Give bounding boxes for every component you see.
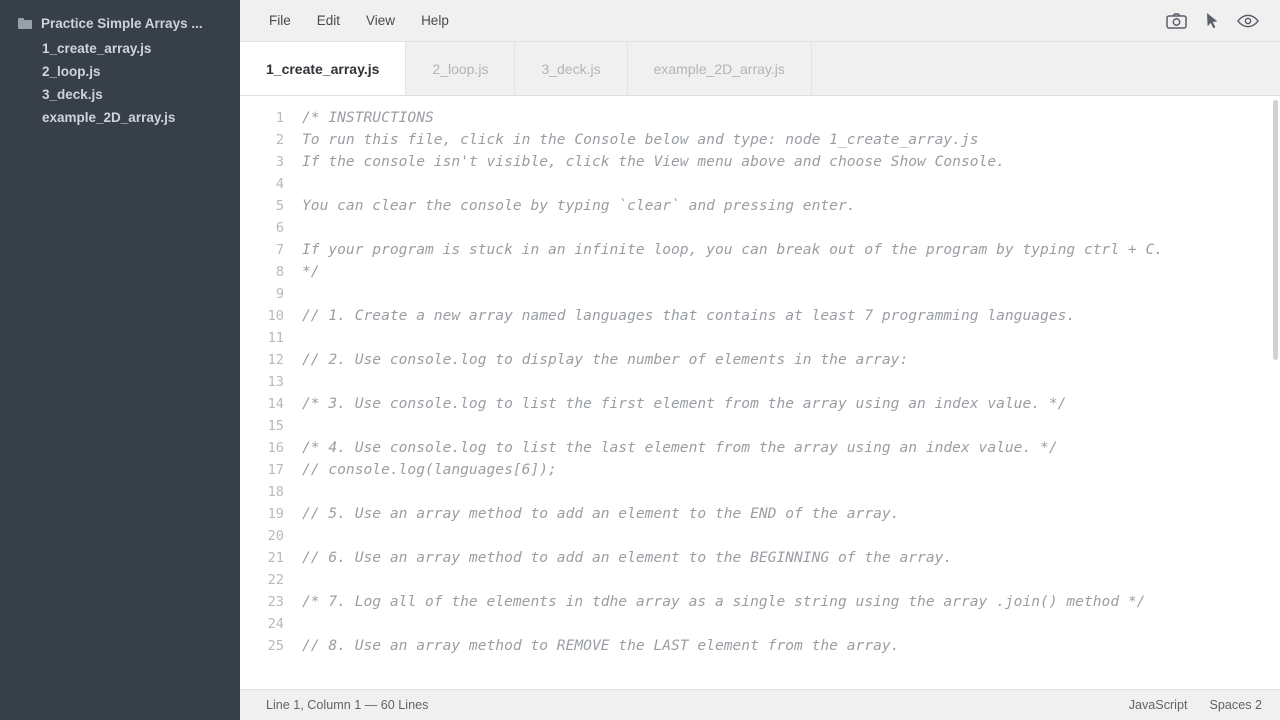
line-number: 8: [275, 264, 284, 280]
tab-3-deck[interactable]: 3_deck.js: [515, 42, 627, 95]
line-number: 1: [275, 110, 284, 126]
menubar: [240, 0, 1280, 42]
project-name: Practice Simple Arrays ...: [41, 16, 203, 31]
line-number: 21: [267, 550, 284, 566]
folder-icon: [18, 18, 32, 29]
code-line: To run this file, click in the Console below and type: node 1_create_array.js: [302, 131, 979, 148]
statusbar: [240, 689, 1280, 720]
line-number: 16: [267, 440, 284, 456]
line-number: 11: [267, 330, 284, 346]
line-number: 3: [275, 154, 284, 170]
code-line: /* 4. Use console.log to list the last element from the array using an index value. */: [302, 439, 1058, 456]
line-number-gutter: [240, 96, 294, 689]
line-number: 10: [267, 308, 284, 324]
project-row[interactable]: [0, 12, 240, 37]
code-line: // console.log(languages[6]);: [302, 461, 557, 478]
menu-file[interactable]: File: [269, 13, 291, 28]
line-number: 25: [267, 638, 284, 654]
code-line: [302, 569, 1240, 591]
code-line: */: [302, 263, 320, 280]
code-line: [302, 327, 1240, 349]
indentation-setting[interactable]: Spaces 2: [1209, 698, 1262, 712]
code-line: // 8. Use an array method to REMOVE the LAST element from the array.: [302, 637, 900, 654]
code-line: // 2. Use console.log to display the number of elements in the array:: [302, 351, 909, 368]
line-number: 12: [267, 352, 284, 368]
line-number: 15: [267, 418, 284, 434]
line-number: 7: [275, 242, 284, 258]
line-number: 19: [267, 506, 284, 522]
cursor-icon[interactable]: [1194, 6, 1230, 36]
sidebar-item-2-loop[interactable]: 2_loop.js: [42, 64, 101, 79]
menu-help[interactable]: Help: [421, 13, 449, 28]
code-line: If the console isn't visible, click the View menu above and choose Show Console.: [302, 153, 1005, 170]
sidebar-item-1-create-array[interactable]: 1_create_array.js: [42, 41, 152, 56]
code-line: /* 3. Use console.log to list the first element from the array using an index value. */: [302, 395, 1067, 412]
code-line: // 1. Create a new array named languages that contains at least 7 programming languages.: [302, 307, 1076, 324]
main-area: [240, 0, 1280, 720]
line-number: 20: [267, 528, 284, 544]
code-content[interactable]: [294, 96, 1280, 689]
sidebar-item-3-deck[interactable]: 3_deck.js: [42, 87, 103, 102]
code-line: [302, 217, 1240, 239]
line-number: 24: [267, 616, 284, 632]
code-line: [302, 371, 1240, 393]
tabbar: [240, 42, 1280, 96]
line-number: 22: [267, 572, 284, 588]
line-number: 18: [267, 484, 284, 500]
code-line: // 6. Use an array method to add an element to the BEGINNING of the array.: [302, 549, 953, 566]
sidebar: [0, 0, 240, 720]
code-line: /* INSTRUCTIONS: [302, 109, 434, 126]
language-mode[interactable]: JavaScript: [1128, 698, 1188, 712]
tab-1-create-array[interactable]: 1_create_array.js: [240, 42, 406, 95]
editor-scrollbar-thumb[interactable]: [1273, 100, 1278, 360]
line-number: 5: [275, 198, 284, 214]
line-number: 6: [275, 220, 284, 236]
line-number: 23: [267, 594, 284, 610]
editor-scrollbar[interactable]: [1272, 96, 1280, 689]
tab-example-2d-array[interactable]: example_2D_array.js: [628, 42, 812, 95]
code-line: [302, 283, 1240, 305]
line-number: 13: [267, 374, 284, 390]
tabbar-filler: [812, 42, 1280, 95]
eye-icon[interactable]: [1230, 6, 1266, 36]
menu-edit[interactable]: Edit: [316, 13, 341, 28]
code-editor[interactable]: [240, 96, 1280, 689]
cursor-position: Line 1, Column 1 — 60 Lines: [266, 698, 429, 712]
line-number: 2: [275, 132, 284, 148]
code-line: [302, 481, 1240, 503]
editor-container: [240, 96, 1280, 689]
code-line: [302, 173, 1240, 195]
line-number: 14: [267, 396, 284, 412]
line-number: 9: [275, 286, 284, 302]
camera-icon[interactable]: [1158, 6, 1194, 36]
menu-view[interactable]: View: [366, 13, 396, 28]
line-number: 17: [267, 462, 284, 478]
code-line: /* 7. Log all of the elements in tdhe array as a single string using the array .join() method */: [302, 593, 1146, 610]
code-line: You can clear the console by typing `clear` and pressing enter.: [302, 197, 856, 214]
code-line: If your program is stuck in an infinite loop, you can break out of the program by typing ctrl + C.: [302, 241, 1164, 258]
line-number: 4: [275, 176, 284, 192]
code-line: [302, 525, 1240, 547]
code-line: [302, 613, 1240, 635]
code-line: // 5. Use an array method to add an element to the END of the array.: [302, 505, 900, 522]
code-line: [302, 415, 1240, 437]
tab-2-loop[interactable]: 2_loop.js: [406, 42, 515, 95]
sidebar-item-example-2d-array[interactable]: example_2D_array.js: [42, 110, 176, 125]
